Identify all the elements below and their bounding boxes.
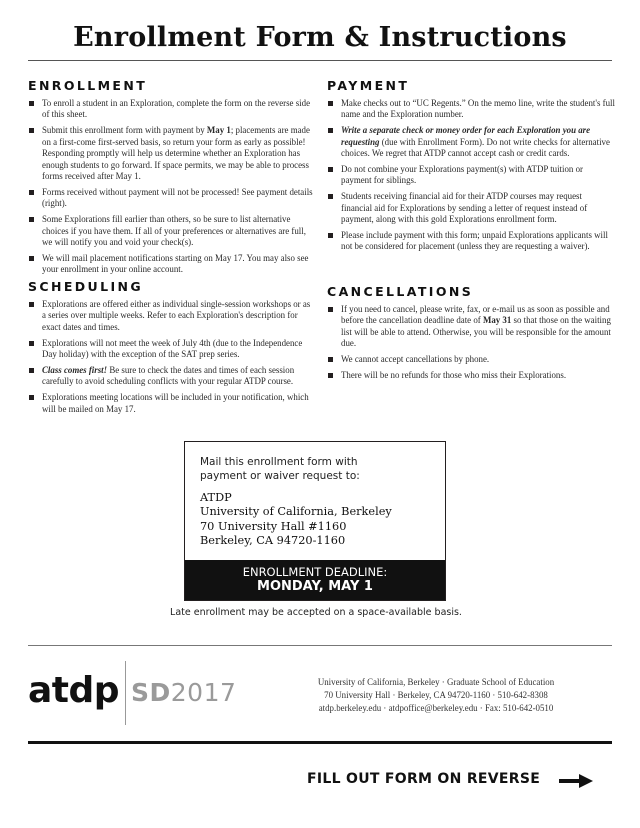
list-item bbox=[28, 365, 316, 388]
contact-info bbox=[286, 676, 586, 715]
item-text: We cannot accept cancellations by phone. bbox=[341, 354, 490, 365]
item-text: Be sure to check the dates and times of each session carefully to avoid scheduling conflicts with your regular ATDP course. bbox=[42, 365, 295, 387]
item-text: Make checks out to “UC Regents.” On the memo line, write the student's full name and the Exploration number. bbox=[341, 98, 615, 120]
footer-divider bbox=[28, 645, 612, 646]
enrollment-heading: ENROLLMENT bbox=[28, 78, 148, 93]
item-text: ; placements are made on a first-come first-served basis, so return your form as early as possible! Responding promptly will help us determine whether an Exploration has enough students to go forward. If space permits, we may be able to process forms received after May 1. bbox=[42, 125, 310, 181]
item-text: so that those on the waiting list will be able to attend. Otherwise, you will be responsible for the amount due. bbox=[341, 315, 611, 349]
list-item bbox=[28, 98, 316, 121]
list-item bbox=[327, 164, 615, 187]
item-text: There will be no refunds for those who miss their Explorations. bbox=[341, 370, 567, 381]
list-item bbox=[28, 253, 316, 276]
item-text: Please include payment with this form; unpaid Explorations applicants will not be considered for placement (unless they are requesting a waiver). bbox=[341, 230, 608, 252]
item-text: Explorations will not meet the week of July 4th (due to the Independence Day holiday) with the exception of the SAT prep series. bbox=[42, 337, 303, 360]
item-text: Students receiving financial aid for their ATDP courses may request financial aid for Explorations by sending a letter of request instead of payment, along with this gold Explorations enrollment form. bbox=[341, 191, 588, 225]
bottom-divider bbox=[28, 741, 612, 744]
list-item bbox=[327, 125, 615, 159]
deadline-date: MONDAY, MAY 1 bbox=[257, 579, 373, 594]
logo-separator bbox=[125, 661, 126, 725]
list-item bbox=[28, 187, 316, 210]
item-text: Do not combine your Explorations payment(s) with ATDP tuition or payment for siblings. bbox=[341, 164, 583, 186]
payment-section bbox=[327, 78, 615, 257]
mailing-address bbox=[200, 491, 392, 549]
item-text: (due with Enrollment Form). Do not write checks for alternative choices. We regret that ATDP cannot accept cash or credit cards. bbox=[341, 136, 610, 159]
address-line: ATDP bbox=[200, 491, 232, 504]
fill-out-reverse-label: FILL OUT FORM ON REVERSE bbox=[307, 771, 541, 787]
scheduling-section bbox=[28, 279, 316, 420]
payment-list bbox=[327, 98, 615, 253]
list-item bbox=[28, 338, 316, 361]
late-enrollment-note: Late enrollment may be accepted on a space-available basis. bbox=[170, 607, 462, 618]
list-item bbox=[327, 354, 615, 365]
contact-line: University of California, Berkeley · Graduate School of Education bbox=[317, 677, 555, 687]
logo-year: 2017 bbox=[170, 678, 237, 707]
item-text: We will mail placement notifications starting on May 17. You may also see your enrollment in your online account. bbox=[42, 252, 309, 275]
payment-heading: PAYMENT bbox=[327, 78, 410, 93]
deadline-banner bbox=[185, 560, 445, 600]
address-line: University of California, Berkeley bbox=[200, 505, 392, 519]
mailing-box bbox=[184, 441, 446, 601]
item-text: Some Explorations fill earlier than others, so be sure to list alternative choices if you have them. If all of your preferences or alternatives are full, we will notify you and void your check(s). bbox=[42, 214, 306, 247]
item-text: Explorations are offered either as individual single-session workshops or as a series over multiple weeks. Refer to each Exploration's description for exact dates and times. bbox=[42, 299, 311, 332]
list-item bbox=[28, 125, 316, 182]
item-text: Explorations meeting locations will be included in your notification, which will be mailed on May 17. bbox=[42, 392, 309, 414]
mail-instructions bbox=[200, 455, 435, 483]
sd-year-logo bbox=[131, 678, 236, 708]
atdp-logo: atdp bbox=[28, 670, 120, 711]
mail-intro-line: payment or waiver request to: bbox=[200, 470, 360, 482]
item-emphasis: Write a separate check or money order for each Exploration you are requesting bbox=[341, 125, 591, 147]
contact-line: 70 University Hall · Berkeley, CA 94720-1160 · 510-642-8308 bbox=[324, 690, 548, 700]
address-line: 70 University Hall #1160 bbox=[200, 519, 347, 533]
list-item bbox=[28, 214, 316, 248]
logo-sd: SD bbox=[131, 678, 171, 707]
address-line: Berkeley, CA 94720-1160 bbox=[200, 534, 346, 548]
contact-line: atdp.berkeley.edu · atdpoffice@berkeley.edu · Fax: 510-642-0510 bbox=[318, 703, 554, 713]
cancellations-section bbox=[327, 284, 615, 386]
page-title: Enrollment Form & Instructions bbox=[73, 22, 567, 53]
item-emphasis: May 31 bbox=[482, 315, 512, 326]
deadline-label: ENROLLMENT DEADLINE: bbox=[242, 565, 388, 579]
list-item bbox=[327, 370, 615, 381]
title-divider bbox=[28, 60, 612, 61]
item-text: To enroll a student in an Exploration, complete the form on the reverse side of this sheet. bbox=[42, 98, 311, 120]
cancellations-list bbox=[327, 304, 615, 381]
list-item bbox=[327, 304, 615, 350]
item-emphasis: Class comes first! bbox=[42, 365, 108, 376]
list-item bbox=[327, 98, 615, 121]
list-item bbox=[327, 230, 615, 253]
item-text: Forms received without payment will not be processed! See payment details (right). bbox=[42, 186, 313, 209]
cancellations-heading: CANCELLATIONS bbox=[327, 284, 474, 299]
enrollment-list bbox=[28, 98, 316, 276]
item-emphasis: May 1 bbox=[206, 125, 231, 136]
list-item bbox=[28, 392, 316, 415]
item-text: If you need to cancel, please write, fax, or e-mail us as soon as possible and before the cancellation deadline date of bbox=[341, 304, 610, 326]
mail-intro-line: Mail this enrollment form with bbox=[200, 456, 358, 468]
scheduling-heading: SCHEDULING bbox=[28, 279, 144, 294]
list-item bbox=[327, 191, 615, 225]
arrow-right-icon bbox=[559, 774, 593, 788]
scheduling-list bbox=[28, 299, 316, 415]
enrollment-section bbox=[28, 78, 316, 280]
list-item bbox=[28, 299, 316, 333]
item-text: Submit this enrollment form with payment by bbox=[42, 125, 207, 136]
